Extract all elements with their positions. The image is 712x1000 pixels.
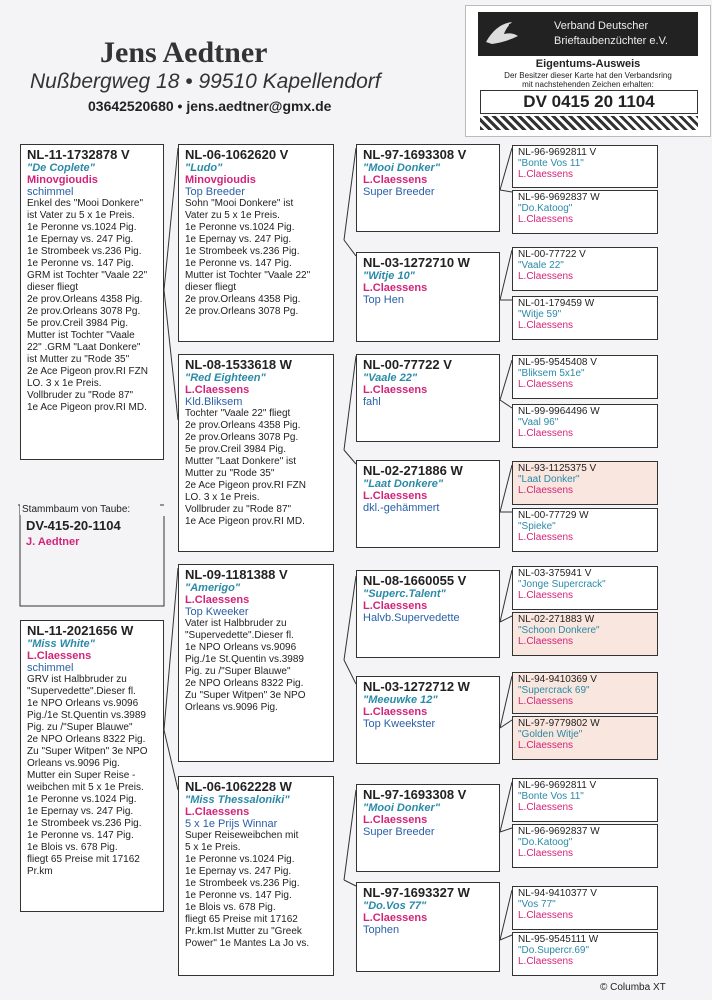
pigeon-nick: "Miss White": [27, 638, 95, 650]
pigeon-ring: NL-11-1732878 V: [27, 147, 130, 162]
pigeon-owner: L.Claessens: [185, 806, 250, 818]
pigeon-trait: Kld.Bliksem: [185, 396, 243, 408]
card-text-line2: mit nachstehenden Zeichen erhalten:: [522, 80, 654, 89]
gen4-box: [512, 672, 658, 714]
grandparent-box: [178, 776, 334, 976]
pigeon-trait: Top Hen: [363, 294, 404, 306]
pigeon-ring: NL-06-1062620 V: [185, 147, 289, 162]
pigeon-owner: L.Claessens: [363, 706, 428, 718]
pigeon-nick: "Laat Donkere": [363, 478, 444, 490]
pigeon-nick: "De Coplete": [27, 162, 95, 174]
pigeon-ring: NL-96-9692837 W: [518, 192, 600, 203]
great-grandparent-box: [356, 144, 500, 232]
gen4-box: [512, 932, 658, 976]
great-grandparent-box: [356, 784, 500, 872]
pigeon-owner: L.Claessens: [518, 802, 574, 813]
pigeon-description: Vater ist Halbbruder zu "Supervedette".Dieser fl. 1e NPO Orleans vs.9096 Pig./1e St.Quentin vs.3989 Pig. zu /"Super Blauwe" 2e NPO Orleans 8322 Pig. Zu "Super Witpen" 3e NPO Orleans vs.9096 Pig.: [185, 618, 306, 713]
pigeon-ring: NL-00-77722 V: [518, 249, 586, 260]
pigeon-trait: Top Kweekster: [363, 718, 436, 730]
pigeon-owner: Minovgioudis: [185, 174, 256, 186]
pigeon-owner: L.Claessens: [363, 282, 428, 294]
pigeon-owner: L.Claessens: [518, 271, 574, 282]
pigeon-nick: "Miss Thessaloniki": [185, 794, 290, 806]
pigeon-ring: NL-11-2021656 W: [27, 623, 134, 638]
pigeon-owner: Minovgioudis: [27, 174, 98, 186]
pigeon-nick: "Schoon Donkere": [518, 625, 600, 636]
pigeon-trait: Super Breeder: [363, 826, 435, 838]
subject-label: Stammbaum von Taube:: [22, 504, 131, 515]
gen4-box: [512, 190, 658, 234]
gen4-box: [512, 824, 658, 868]
pigeon-owner: L.Claessens: [518, 848, 574, 859]
breeder-address: Nußbergweg 18 • 99510 Kapellendorf: [30, 70, 381, 93]
pigeon-owner: L.Claessens: [518, 169, 574, 180]
pigeon-nick: "Golden Witje": [518, 729, 583, 740]
pigeon-trait: Super Breeder: [363, 186, 435, 198]
pigeon-trait: Top Kweeker: [185, 606, 249, 618]
pigeon-ring: NL-02-271886 W: [363, 463, 463, 478]
gen4-box: [512, 145, 658, 188]
great-grandparent-box: [356, 252, 500, 342]
pigeon-ring: NL-08-1660055 V: [363, 573, 467, 588]
breeder-contact: 03642520680 • jens.aedtner@gmx.de: [88, 98, 332, 114]
pigeon-ring: NL-95-9545408 V: [518, 357, 597, 368]
pigeon-trait: Top Breeder: [185, 186, 245, 198]
gen4-box: [512, 886, 658, 930]
pigeon-owner: L.Claessens: [518, 740, 574, 751]
pigeon-owner: L.Claessens: [518, 956, 574, 967]
pigeon-nick: "Jonge Supercrack": [518, 579, 606, 590]
pigeon-nick: "Bliksem 5x1e": [518, 368, 585, 379]
pigeon-ring: NL-00-77729 W: [518, 510, 589, 521]
pigeon-nick: "Do.Vos 77": [363, 900, 427, 912]
great-grandparent-box: [356, 882, 500, 972]
pigeon-nick: "Spieke": [518, 521, 556, 532]
pigeon-owner: L.Claessens: [27, 650, 92, 662]
pigeon-ring: NL-93-1125375 V: [518, 463, 597, 474]
pigeon-nick: "Vaale 22": [518, 260, 564, 271]
gen4-box: [512, 778, 658, 822]
pigeon-ring: NL-03-375941 V: [518, 568, 592, 579]
pigeon-trait: schimmel: [27, 186, 74, 198]
card-org-line2: Brieftaubenzüchter e.V.: [554, 35, 668, 47]
pigeon-ring: NL-97-1693327 W: [363, 885, 470, 900]
pigeon-nick: "Vos 77": [518, 899, 556, 910]
great-grandparent-box: [356, 460, 500, 548]
pigeon-owner: L.Claessens: [363, 490, 428, 502]
pigeon-ring: NL-08-1533618 W: [185, 357, 292, 372]
grandparent-box: [178, 564, 334, 762]
pigeon-ring: NL-97-1693308 V: [363, 147, 467, 162]
pigeon-description: Tochter "Vaale 22" fliegt 2e prov.Orleans 4358 Pig. 2e prov.Orleans 3078 Pg. 5e prov.Creil 3984 Pig. Mutter "Laat Donkere" ist Mutter zu "Rode 35" 2e Ace Pigeon prov.RI FZN LO. 3 x 1e Preis. Vollbruder zu "Rode 87" 1e Ace Pigeon prov.RI MD.: [185, 408, 306, 527]
pigeon-owner: L.Claessens: [518, 636, 574, 647]
pigeon-description: Enkel des "Mooi Donkere" ist Vater zu 5 x 1e Preis. 1e Peronne vs.1024 Pig. 1e Epernay vs. 247 Pig. 1e Strombeek vs.236 Pig. 1e Peronne vs. 147 Pig. GRM ist Tochter "Vaale 22" dieser fliegt 2e prov.Orleans 4358 Pig. 2e prov.Orleans 3078 Pg. 5e prov.Creil 3984 Pig. Mutter ist Tochter "Vaale 22" .GRM "Laat Donkere" ist Mutter zu "Rode 35" 2e Ace Pigeon prov.RI FZN LO. 3 x 1e Preis. Vollbruder zu "Rode 87" 1e Ace Pigeon prov.RI MD.: [27, 198, 148, 413]
pigeon-owner: L.Claessens: [518, 428, 574, 439]
pigeon-ring: NL-99-9964496 W: [518, 406, 600, 417]
subject-ring: DV-415-20-1104: [26, 518, 121, 533]
pigeon-description: Sohn "Mooi Donkere" ist Vater zu 5 x 1e Preis. 1e Peronne vs.1024 Pig. 1e Epernay vs. 247 Pig. 1e Strombeek vs.236 Pig. 1e Peronne vs. 147 Pig. Mutter ist Tochter "Vaale 22" dieser fliegt 2e prov.Orleans 4358 Pig. 2e prov.Orleans 3078 Pg.: [185, 198, 311, 317]
pigeon-owner: L.Claessens: [185, 384, 250, 396]
sire-box: [20, 144, 164, 460]
grandparent-box: [178, 144, 334, 342]
pigeon-owner: L.Claessens: [518, 214, 574, 225]
pigeon-owner: L.Claessens: [518, 379, 574, 390]
pigeon-description: GRV ist Halbbruder zu "Supervedette".Dieser fl. 1e NPO Orleans vs.9096 Pig./1e St.Quentin vs.3989 Pig. zu /"Super Blauwe" 2e NPO Orleans 8322 Pig. Zu "Super Witpen" 3e NPO Orleans vs.9096 Pig. Mutter ein Super Reise - weibchen mit 5 x 1e Preis. 1e Peronne vs.1024 Pig. 1e Epernay vs. 247 Pig. 1e Strombeek vs.236 Pig. 1e Peronne vs. 147 Pig. 1e Blois vs. 678 Pig. fliegt 65 Preise mit 17162 Pr.km: [27, 674, 148, 877]
pigeon-nick: "Ludo": [185, 162, 223, 174]
great-grandparent-box: [356, 676, 500, 764]
subject-owner: J. Aedtner: [26, 536, 80, 548]
gen4-box: [512, 296, 658, 340]
pigeon-trait: dkl.-gehämmert: [363, 502, 440, 514]
pigeon-owner: L.Claessens: [518, 532, 574, 543]
pigeon-nick: "Meeuwke 12": [363, 694, 438, 706]
pigeon-description: Super Reiseweibchen mit 5 x 1e Preis. 1e Peronne vs.1024 Pig. 1e Epernay vs. 247 Pig. 1e Strombeek vs.236 Pig. 1e Peronne vs. 147 Pig. 1e Blois vs. 678 Pig. fliegt 65 Preise mit 17162 Pr.km.Ist Mutter zu "Greek Power" 1e Mantes La Jo vs.: [185, 830, 310, 949]
pigeon-nick: "Vaal 96": [518, 417, 559, 428]
pigeon-ring: NL-03-1272712 W: [363, 679, 470, 694]
pigeon-ring: NL-95-9545111 W: [518, 934, 599, 945]
pigeon-nick: "Supercrack 69": [518, 685, 590, 696]
pigeon-ring: NL-09-1181388 V: [185, 567, 288, 582]
gen4-box: [512, 247, 658, 291]
pigeon-ring: NL-94-9410369 V: [518, 674, 597, 685]
card-ring-number: DV 0415 20 1104: [480, 90, 698, 114]
pigeon-nick: "Witje 59": [518, 309, 562, 320]
grandparent-box: [178, 354, 334, 552]
pigeon-ring: NL-94-9410377 V: [518, 888, 597, 899]
gen4-box: [512, 716, 658, 760]
pigeon-owner: L.Claessens: [518, 910, 574, 921]
pigeon-nick: "Red Eighteen": [185, 372, 266, 384]
pigeon-owner: L.Claessens: [518, 485, 574, 496]
pigeon-owner: L.Claessens: [363, 174, 428, 186]
pigeon-trait: schimmel: [27, 662, 74, 674]
dam-box: [20, 620, 164, 912]
pigeon-nick: "Laat Donker": [518, 474, 580, 485]
pigeon-nick: "Superc.Talent": [363, 588, 446, 600]
pigeon-owner: L.Claessens: [518, 590, 574, 601]
pigeon-trait: fahl: [363, 396, 381, 408]
pigeon-nick: "Do.Katoog": [518, 837, 573, 848]
pigeon-nick: "Amerigo": [185, 582, 241, 594]
pigeon-nick: "Mooi Donker": [363, 802, 441, 814]
pigeon-owner: L.Claessens: [363, 814, 428, 826]
pigeon-ring: NL-96-9692811 V: [518, 147, 597, 158]
pigeon-owner: L.Claessens: [518, 696, 574, 707]
pigeon-ring: NL-97-1693308 V: [363, 787, 467, 802]
card-title: Eigentums-Ausweis: [535, 58, 641, 70]
software-credit: © Columba XT: [600, 982, 666, 993]
great-grandparent-box: [356, 570, 500, 658]
breeder-name: Jens Aedtner: [100, 36, 268, 69]
gen4-box: [512, 404, 658, 448]
pigeon-ring: NL-06-1062228 W: [185, 779, 292, 794]
pigeon-nick: "Witje 10": [363, 270, 415, 282]
pigeon-owner: L.Claessens: [363, 912, 428, 924]
pigeon-trait: Halvb.Supervedette: [363, 612, 460, 624]
pigeon-owner: L.Claessens: [518, 320, 574, 331]
gen4-box: [512, 566, 658, 610]
pigeon-ring: NL-97-9779802 W: [518, 718, 600, 729]
pigeon-owner: L.Claessens: [185, 594, 250, 606]
pigeon-nick: "Mooi Donker": [363, 162, 441, 174]
pigeon-nick: "Vaale 22": [363, 372, 418, 384]
pigeon-ring: NL-02-271883 W: [518, 614, 595, 625]
pigeon-owner: L.Claessens: [363, 384, 428, 396]
gen4-box: [512, 612, 658, 656]
pigeon-trait: 5 x 1e Prijs Winnar: [185, 818, 278, 830]
gen4-box: [512, 508, 658, 552]
pigeon-trait: Tophen: [363, 924, 400, 936]
great-grandparent-box: [356, 354, 500, 442]
pigeon-ring: NL-00-77722 V: [363, 357, 452, 372]
pigeon-nick: "Bonte Vos 11": [518, 158, 584, 169]
pigeon-ring: NL-01-179459 W: [518, 298, 595, 309]
pigeon-nick: "Do.Katoog": [518, 203, 573, 214]
pigeon-ring: NL-96-9692837 W: [518, 826, 600, 837]
gen4-box: [512, 355, 658, 399]
pigeon-ring: NL-96-9692811 V: [518, 780, 597, 791]
pigeon-nick: "Do.Supercr.69": [518, 945, 590, 956]
pigeon-ring: NL-03-1272710 W: [363, 255, 470, 270]
gen4-box: [512, 461, 658, 505]
pigeon-nick: "Bonte Vos 11": [518, 791, 584, 802]
card-org-line1: Verband Deutscher: [554, 20, 649, 32]
pigeon-owner: L.Claessens: [363, 600, 428, 612]
card-text-line1: Der Besitzer dieser Karte hat den Verbandsring: [504, 71, 672, 80]
